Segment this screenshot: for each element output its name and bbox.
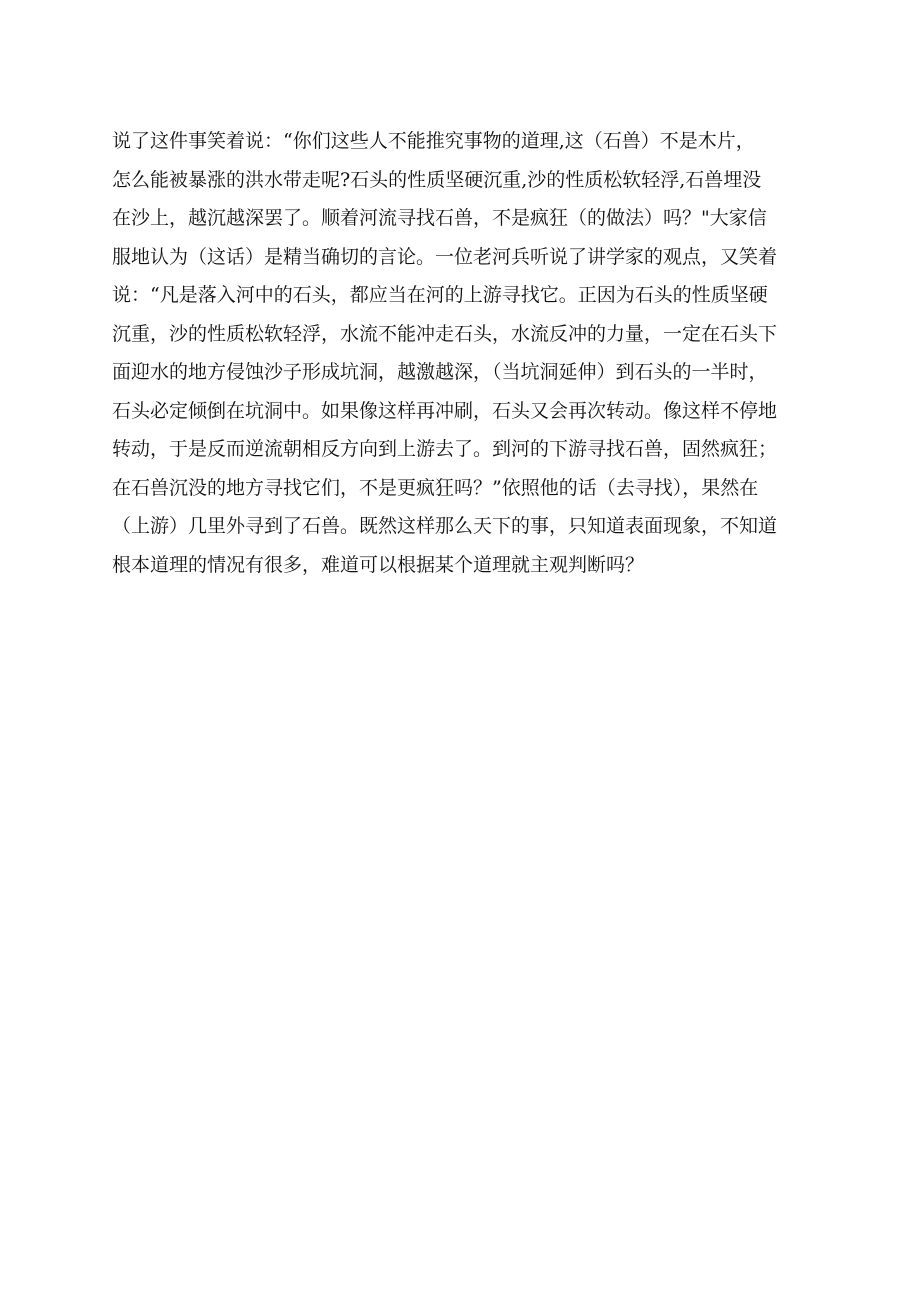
- text-line: 在沙上，越沉越深罢了。顺着河流寻找石兽，不是疯狂（的做法）吗？"大家信: [112, 207, 767, 229]
- text-line: 说了这件事笑着说：“你们这些人不能推究事物的道理,这（石兽）不是木片，: [112, 130, 755, 152]
- text-line: 转动，于是反而逆流朝相反方向到上游去了。到河的下游寻找石兽，固然疯狂；: [112, 438, 778, 460]
- text-line: 面迎水的地方侵蚀沙子形成坑洞，越激越深，（当坑洞延伸）到石头的一半时，: [112, 361, 768, 383]
- text-line: 石头必定倾倒在坑洞中。如果像这样再冲刷，石头又会再次转动。像这样不停地: [112, 399, 778, 422]
- text-line: 沉重，沙的性质松软轻浮，水流不能冲走石头，水流反冲的力量，一定在石头下: [112, 322, 778, 345]
- text-line: （上游）几里外寻到了石兽。既然这样那么天下的事，只知道表面现象，不知道: [112, 515, 778, 537]
- text-line: 服地认为（这话）是精当确切的言论。一位老河兵听说了讲学家的观点，又笑着: [112, 245, 778, 268]
- text-line: 在石兽沉没的地方寻找它们，不是更疯狂吗？”依照他的话（去寻找），果然在: [112, 476, 759, 499]
- body-paragraph: [112, 122, 812, 584]
- text-line: 怎么能被暴涨的洪水带走呢?石头的性质坚硬沉重,沙的性质松软轻浮,石兽埋没: [112, 168, 762, 191]
- text-line: 说：“凡是落入河中的石头，都应当在河的上游寻找它。正因为石头的性质坚硬: [112, 284, 768, 306]
- text-line: 根本道理的情况有很多，难道可以根据某个道理就主观判断吗？: [112, 553, 645, 576]
